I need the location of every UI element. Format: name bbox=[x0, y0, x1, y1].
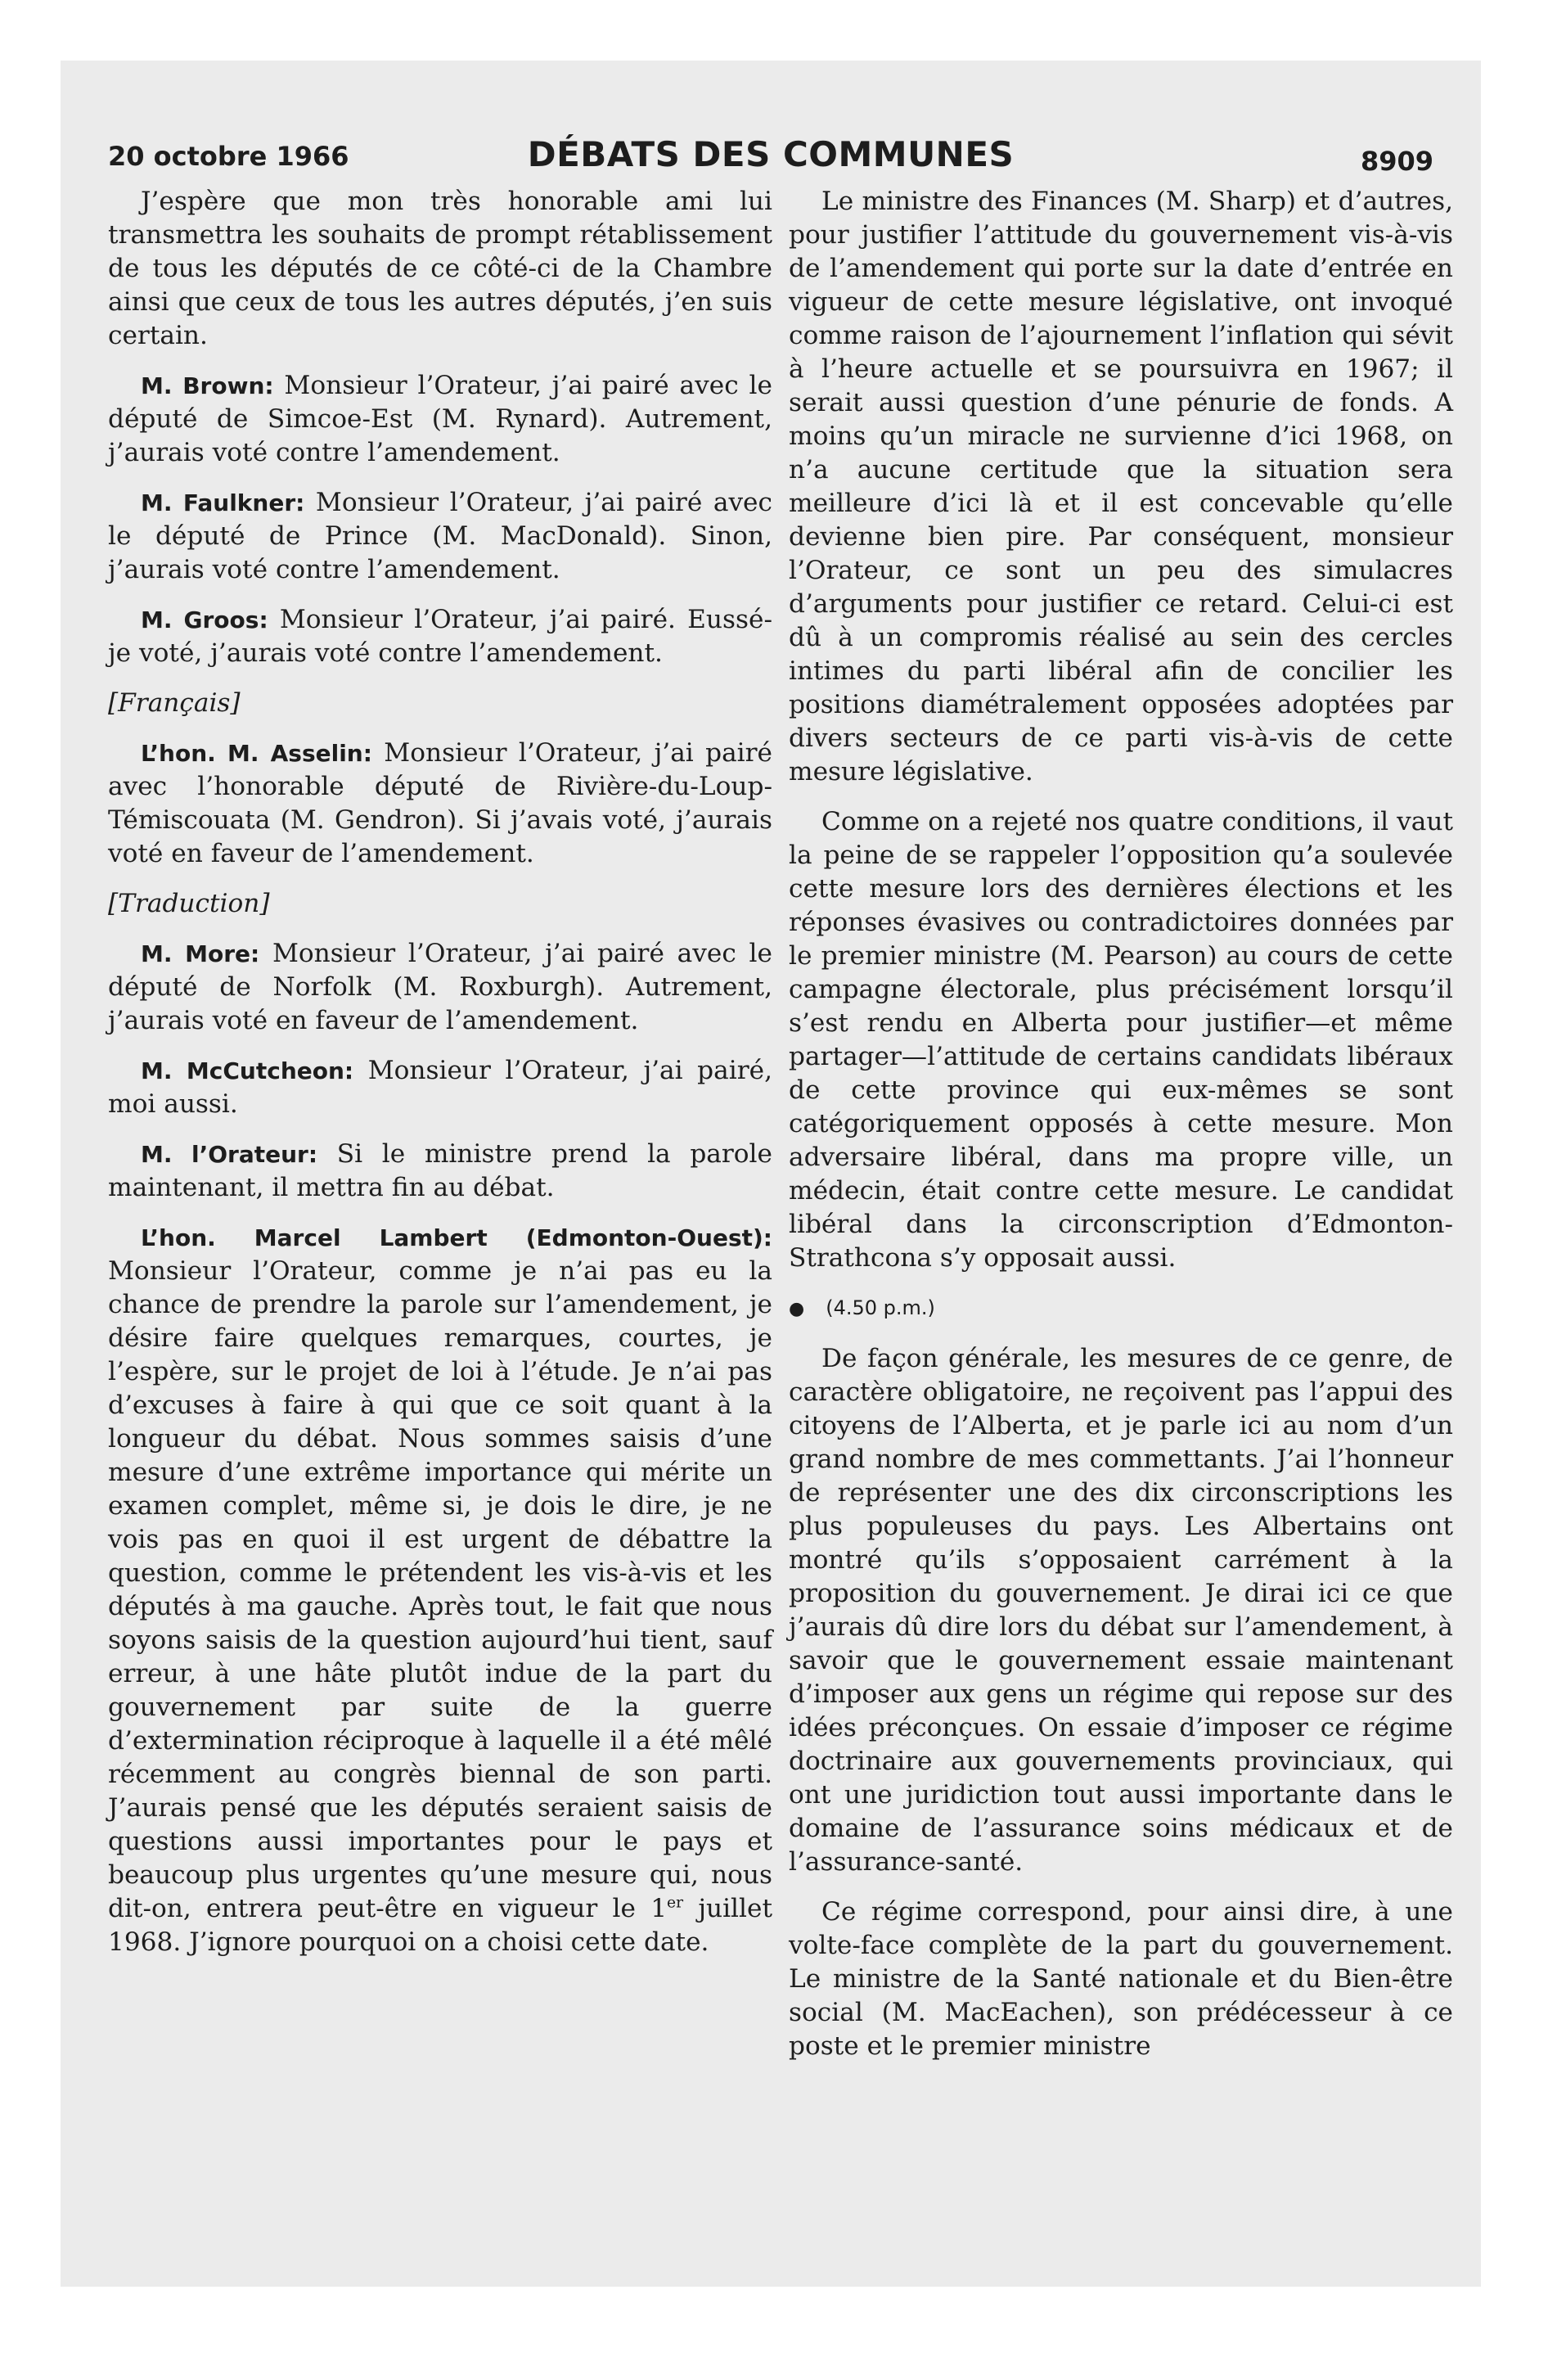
paragraph: M. Faulkner: Monsieur l’Orateur, j’ai pairé avec le député de Prince (M. MacDonald). Sinon, j’aurais voté contre l’amendement. bbox=[108, 488, 772, 584]
speaker-name: M. Groos: bbox=[141, 606, 268, 633]
page-number: 8909 bbox=[1360, 146, 1433, 177]
paragraph: M. More: Monsieur l’Orateur, j’ai pairé avec le député de Norfolk (M. Roxburgh). Autrement, j’aurais voté en faveur de l’amendement. bbox=[108, 939, 772, 1035]
page-header bbox=[108, 126, 1433, 183]
paragraph: De façon générale, les mesures de ce genre, de caractère obligatoire, ne reçoivent pas l’appui des citoyens de l’Alberta, et je parle ici au nom d’un grand nombre de mes commettants. J’ai l’honneur de représenter une des dix circonscriptions les plus populeuses du pays. Les Albertains ont montré qu’ils s’opposaient carrément à la proposition du gouvernement. Je dirai ici ce que j’aurais dû dire lors du débat sur l’amendement, à savoir que le gouvernement essaie maintenant d’imposer aux gens un régime qui repose sur des idées préconçues. On essaie d’imposer ce régime doctrinaire aux gouvernements provinciaux, qui ont une juridiction tout aussi importante dans le domaine de l’assurance soins médicaux et de l’assurance-santé. bbox=[789, 1344, 1453, 1877]
speaker-name: L’hon. M. Asselin: bbox=[141, 740, 372, 767]
paragraph: L’hon. Marcel Lambert (Edmonton-Ouest): Monsieur l’Orateur, comme je n’ai pas eu la chance de prendre la parole sur l’amendement, je désire faire quelques remarques, courtes, je l’espère, sur le projet de loi à l’étude. Je n’ai pas d’excuses à faire à qui que ce soit quant à la longueur du débat. Nous sommes saisis d’une mesure d’une extrême importance qui mérite un examen complet, même si, je dois le dire, je ne vois pas en quoi il est urgent de débattre la question, comme le prétendent les vis-à-vis et les députés à ma gauche. Après tout, le fait que nous soyons saisis de la question aujourd’hui tient, sauf erreur, à une hâte plutôt indue de la part du gouvernement par suite de la guerre d’extermination réciproque à laquelle il a été mêlé récemment au congrès biennal de son parti. J’aurais pensé que les députés seraient saisis de questions aussi importantes pour le pays et beaucoup plus urgentes qu’une mesure qui, nous dit-on, entrera peut-être en vigueur le 1er juillet 1968. J’ignore pourquoi on a choisi cette date. bbox=[108, 1224, 772, 1957]
section-marker: [Traduction] bbox=[108, 889, 270, 918]
speaker-name: M. Faulkner: bbox=[141, 489, 305, 516]
header-title: DÉBATS DES COMMUNES bbox=[527, 134, 1015, 174]
page bbox=[61, 61, 1481, 2287]
paragraph: Le ministre des Finances (M. Sharp) et d’autres, pour justifier l’attitude du gouvernement vis-à-vis de l’amendement qui porte sur la date d’entrée en vigueur de cette mesure législative, ont invoqué comme raison de l’ajournement l’inflation qui sévit à l’heure actuelle et se poursuivra en 1967; il serait aussi question d’une pénurie de fonds. A moins qu’un miracle ne survienne d’ici 1968, on n’a aucune certitude que la situation sera meilleure d’ici là et il est concevable qu’elle devienne bien pire. Par conséquent, monsieur l’Orateur, ce sont un peu des simulacres d’arguments pour justifier ce retard. Celui-ci est dû à un compromis réalisé au sein des cercles intimes du parti libéral afin de concilier les positions diamétralement opposées adoptées par divers secteurs de ce parti vis-à-vis de cette mesure législative. bbox=[789, 187, 1453, 787]
paragraph: Ce régime correspond, pour ainsi dire, à une volte-face complète de la part du gouvernement. Le ministre de la Santé nationale et du Bien-être social (M. MacEachen), son prédécesseur à ce poste et le premier ministre bbox=[789, 1897, 1453, 2061]
speaker-name: M. More: bbox=[141, 940, 260, 967]
paragraph: M. McCutcheon: Monsieur l’Orateur, j’ai pairé, moi aussi. bbox=[108, 1056, 772, 1119]
section-marker: [Français] bbox=[108, 688, 241, 718]
paragraph: M. l’Orateur: Si le ministre prend la parole maintenant, il mettra fin au débat. bbox=[108, 1139, 772, 1202]
left-column bbox=[108, 185, 772, 1976]
paragraph: M. Brown: Monsieur l’Orateur, j’ai pairé avec le député de Simcoe-Est (M. Rynard). Autrement, j’aurais voté contre l’amendement. bbox=[108, 371, 772, 467]
paragraph: L’hon. M. Asselin: Monsieur l’Orateur, j’ai pairé avec l’honorable député de Rivière-du-Loup-Témiscouata (M. Gendron). Si j’avais voté, j’aurais voté en faveur de l’amendement. bbox=[108, 738, 773, 868]
speaker-name: M. McCutcheon: bbox=[141, 1057, 354, 1084]
right-column bbox=[789, 185, 1453, 2080]
speaker-name: M. Brown: bbox=[141, 372, 274, 399]
bullet-icon: ● bbox=[789, 1299, 805, 1319]
speaker-name: L’hon. Marcel Lambert (Edmonton-Ouest): bbox=[141, 1224, 772, 1251]
paragraph: J’espère que mon très honorable ami lui transmettra les souhaits de prompt rétablissement de tous les députés de ce côté-ci de la Chambre ainsi que ceux de tous les autres députés, j’en suis certain. bbox=[108, 187, 772, 350]
paragraph: M. Groos: Monsieur l’Orateur, j’ai pairé. Eussé-je voté, j’aurais voté contre l’amendement. bbox=[108, 605, 772, 668]
paragraph: Comme on a rejeté nos quatre conditions, il vaut la peine de se rappeler l’opposition qu’a soulevée cette mesure lors des dernières élections et les réponses évasives ou contradictoires données par le premier ministre (M. Pearson) au cours de cette campagne électorale, plus précisément lorsqu’il s’est rendu en Alberta pour justifier—et même partager—l’attitude de certains candidats libéraux de cette province qui eux-mêmes se sont catégoriquement opposés à cette mesure. Mon adversaire libéral, dans ma propre ville, un médecin, était contre cette mesure. Le candidat libéral dans la circonscription d’Edmonton-Strathcona s’y opposait aussi. bbox=[789, 807, 1453, 1273]
header-date: 20 octobre 1966 bbox=[108, 141, 349, 172]
speaker-name: M. l’Orateur: bbox=[141, 1141, 318, 1168]
time-stamp: ● (4.50 p.m.) bbox=[789, 1296, 935, 1319]
